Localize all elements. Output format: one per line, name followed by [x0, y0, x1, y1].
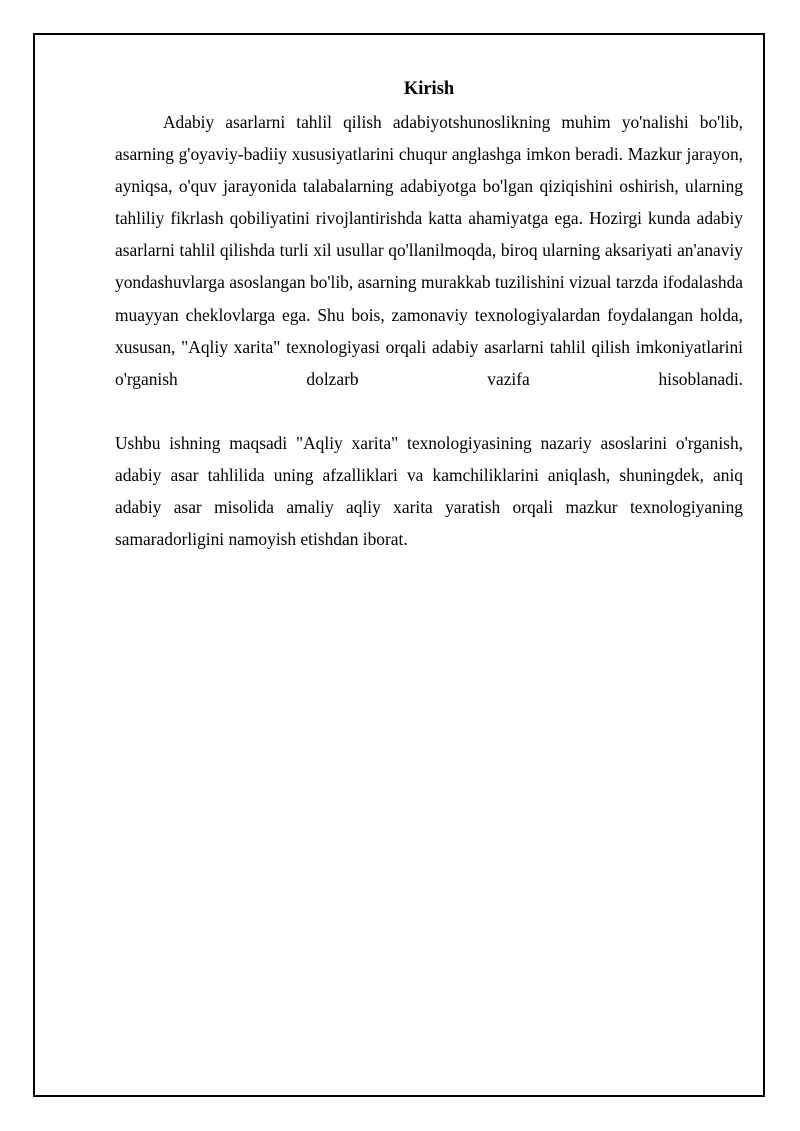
document-body [115, 78, 743, 555]
goal-paragraph: Ushbu ishning maqsadi "Aqliy xarita" texnologiyasining nazariy asoslarini o'rganish, adabiy asar tahlilida uning afzalliklari va kamchiliklarini aniqlash, shuningdek, aniq adabiy asar misolida amaliy aqliy xarita yaratish orqali mazkur texnologiyaning samaradorligini namoyish etishdan iborat. [115, 432, 743, 550]
section-title: Kirish [403, 79, 455, 99]
intro-paragraph: Adabiy asarlarni tahlil qilish adabiyotshunoslikning muhim yo'nalishi bo'lib, asarning g'oyaviy-badiiy xususiyatlarini chuqur anglashga imkon beradi. Mazkur jarayon, ayniqsa, o'quv jarayonida talabalarning adabiyotga bo'lgan qiziqishini oshirish, ularning tahliliy fikrlash qobiliyatini rivojlantirishda katta ahamiyatga ega. Hozirgi kunda adabiy asarlarni tahlil qilishda turli xil usullar qo'llanilmoqda, biroq ularning aksariyati an'anaviy yondashuvlarga asoslangan bo'lib, asarning murakkab tuzilishini vizual tarzda ifodalashda muayyan cheklovlarga ega. Shu bois, zamonaviy texnologiyalardan foydalangan holda, xususan, "Aqliy xarita" texnologiyasi orqali adabiy asarlarni tahlil qilish imkoniyatlarini o'rganish dolzarb vazifa hisoblanadi. [115, 112, 743, 389]
paragraph-gap [115, 395, 743, 427]
